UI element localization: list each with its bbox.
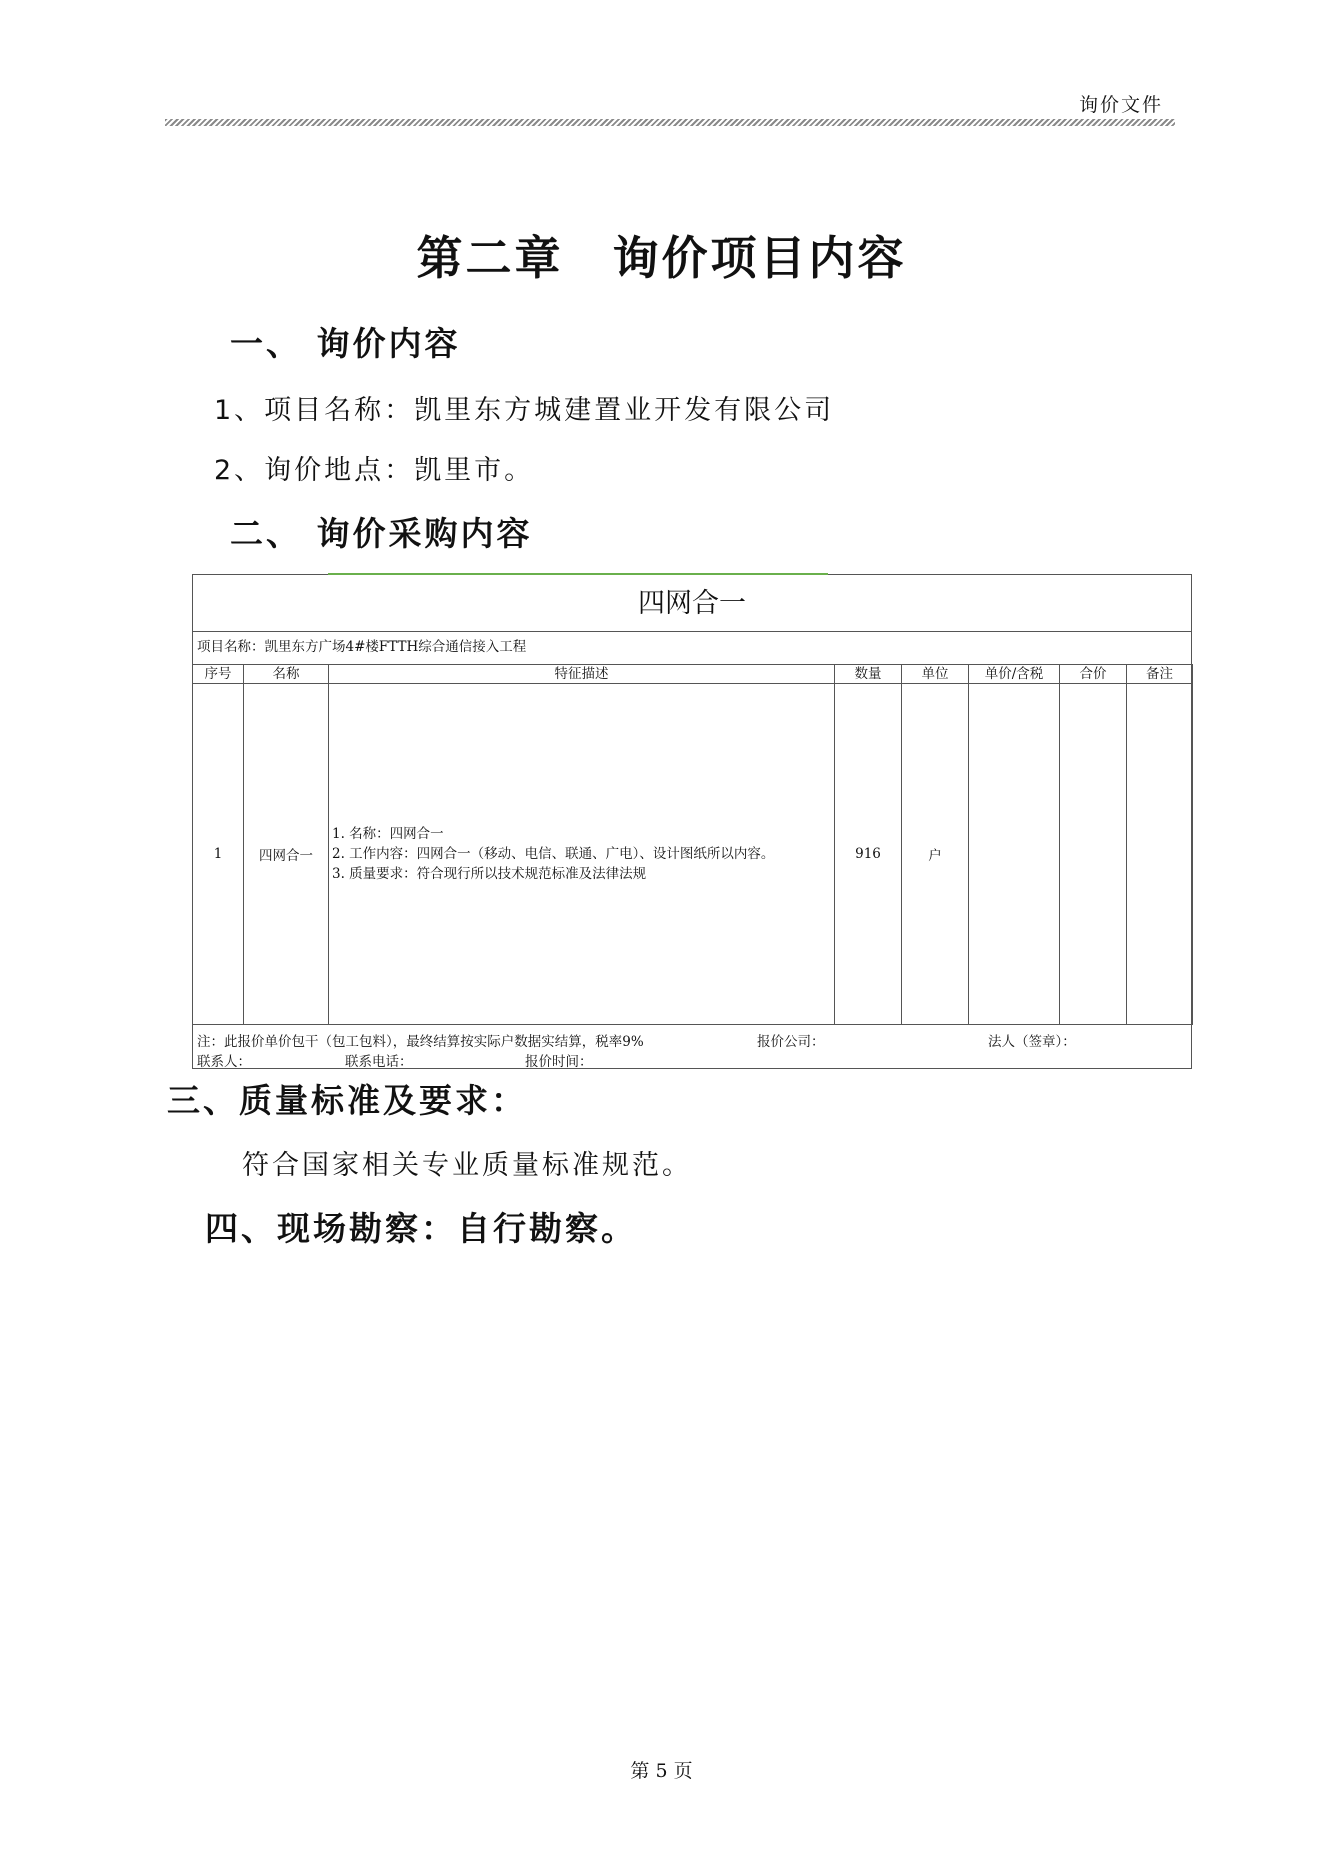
col-header-unit-price: 单价/含税 bbox=[969, 665, 1060, 684]
col-header-remark: 备注 bbox=[1127, 665, 1193, 684]
quote-time-label: 报价时间： bbox=[525, 1054, 593, 1070]
col-header-unit: 单位 bbox=[902, 665, 969, 684]
cell-name: 四网合一 bbox=[244, 684, 329, 1025]
form-project-line: 项目名称：凯里东方广场4#楼FTTH综合通信接入工程 bbox=[197, 639, 527, 655]
quotation-form bbox=[192, 574, 1192, 1069]
legal-person-label: 法人（签章）： bbox=[988, 1034, 1076, 1050]
header-rule bbox=[165, 119, 1175, 126]
col-header-quantity: 数量 bbox=[835, 665, 902, 684]
table-header-row bbox=[193, 665, 1193, 684]
page-number: 第 5 页 bbox=[630, 1760, 693, 1782]
section-1-heading: 一、 询价内容 bbox=[230, 324, 461, 363]
inquiry-location-line: 2、询价地点：凯里市。 bbox=[214, 455, 535, 486]
cell-no: 1 bbox=[193, 684, 244, 1025]
form-title: 四网合一 bbox=[193, 575, 1191, 632]
section-2-heading: 二、 询价采购内容 bbox=[230, 514, 533, 553]
col-header-name: 名称 bbox=[244, 665, 329, 684]
col-header-no: 序号 bbox=[193, 665, 244, 684]
cell-quantity: 916 bbox=[835, 684, 902, 1025]
cell-unit-price bbox=[969, 684, 1060, 1025]
col-header-total: 合价 bbox=[1060, 665, 1127, 684]
table-row bbox=[193, 684, 1193, 1025]
cell-unit: 户 bbox=[902, 684, 969, 1025]
cell-total bbox=[1060, 684, 1127, 1025]
desc-line: 3. 质量要求：符合现行所以技术规范标准及法律法规 bbox=[332, 866, 647, 882]
col-header-description: 特征描述 bbox=[329, 665, 835, 684]
quotation-table bbox=[192, 664, 1193, 1025]
contact-label: 联系人： bbox=[197, 1054, 251, 1070]
cell-description bbox=[329, 684, 835, 1025]
quote-company-label: 报价公司： bbox=[757, 1034, 825, 1050]
desc-line: 1. 名称：四网合一 bbox=[332, 826, 444, 842]
header-label: 询价文件 bbox=[1078, 94, 1163, 116]
form-footer-note: 注：此报价单价包干（包工包料），最终结算按实际户数据实结算，税率9% bbox=[197, 1034, 644, 1050]
cell-remark bbox=[1127, 684, 1193, 1025]
desc-line: 2. 工作内容：四网合一（移动、电信、联通、广电）、设计图纸所以内容。 bbox=[332, 846, 775, 862]
section-4-heading: 四、现场勘察：自行勘察。 bbox=[205, 1209, 637, 1248]
contact-phone-label: 联系电话： bbox=[345, 1054, 413, 1070]
project-name-line: 1、项目名称：凯里东方城建置业开发有限公司 bbox=[214, 395, 835, 426]
section-3-heading: 三、质量标准及要求： bbox=[167, 1081, 527, 1120]
section-3-body: 符合国家相关专业质量标准规范。 bbox=[242, 1150, 692, 1181]
chapter-title: 第二章 询价项目内容 bbox=[416, 231, 907, 285]
